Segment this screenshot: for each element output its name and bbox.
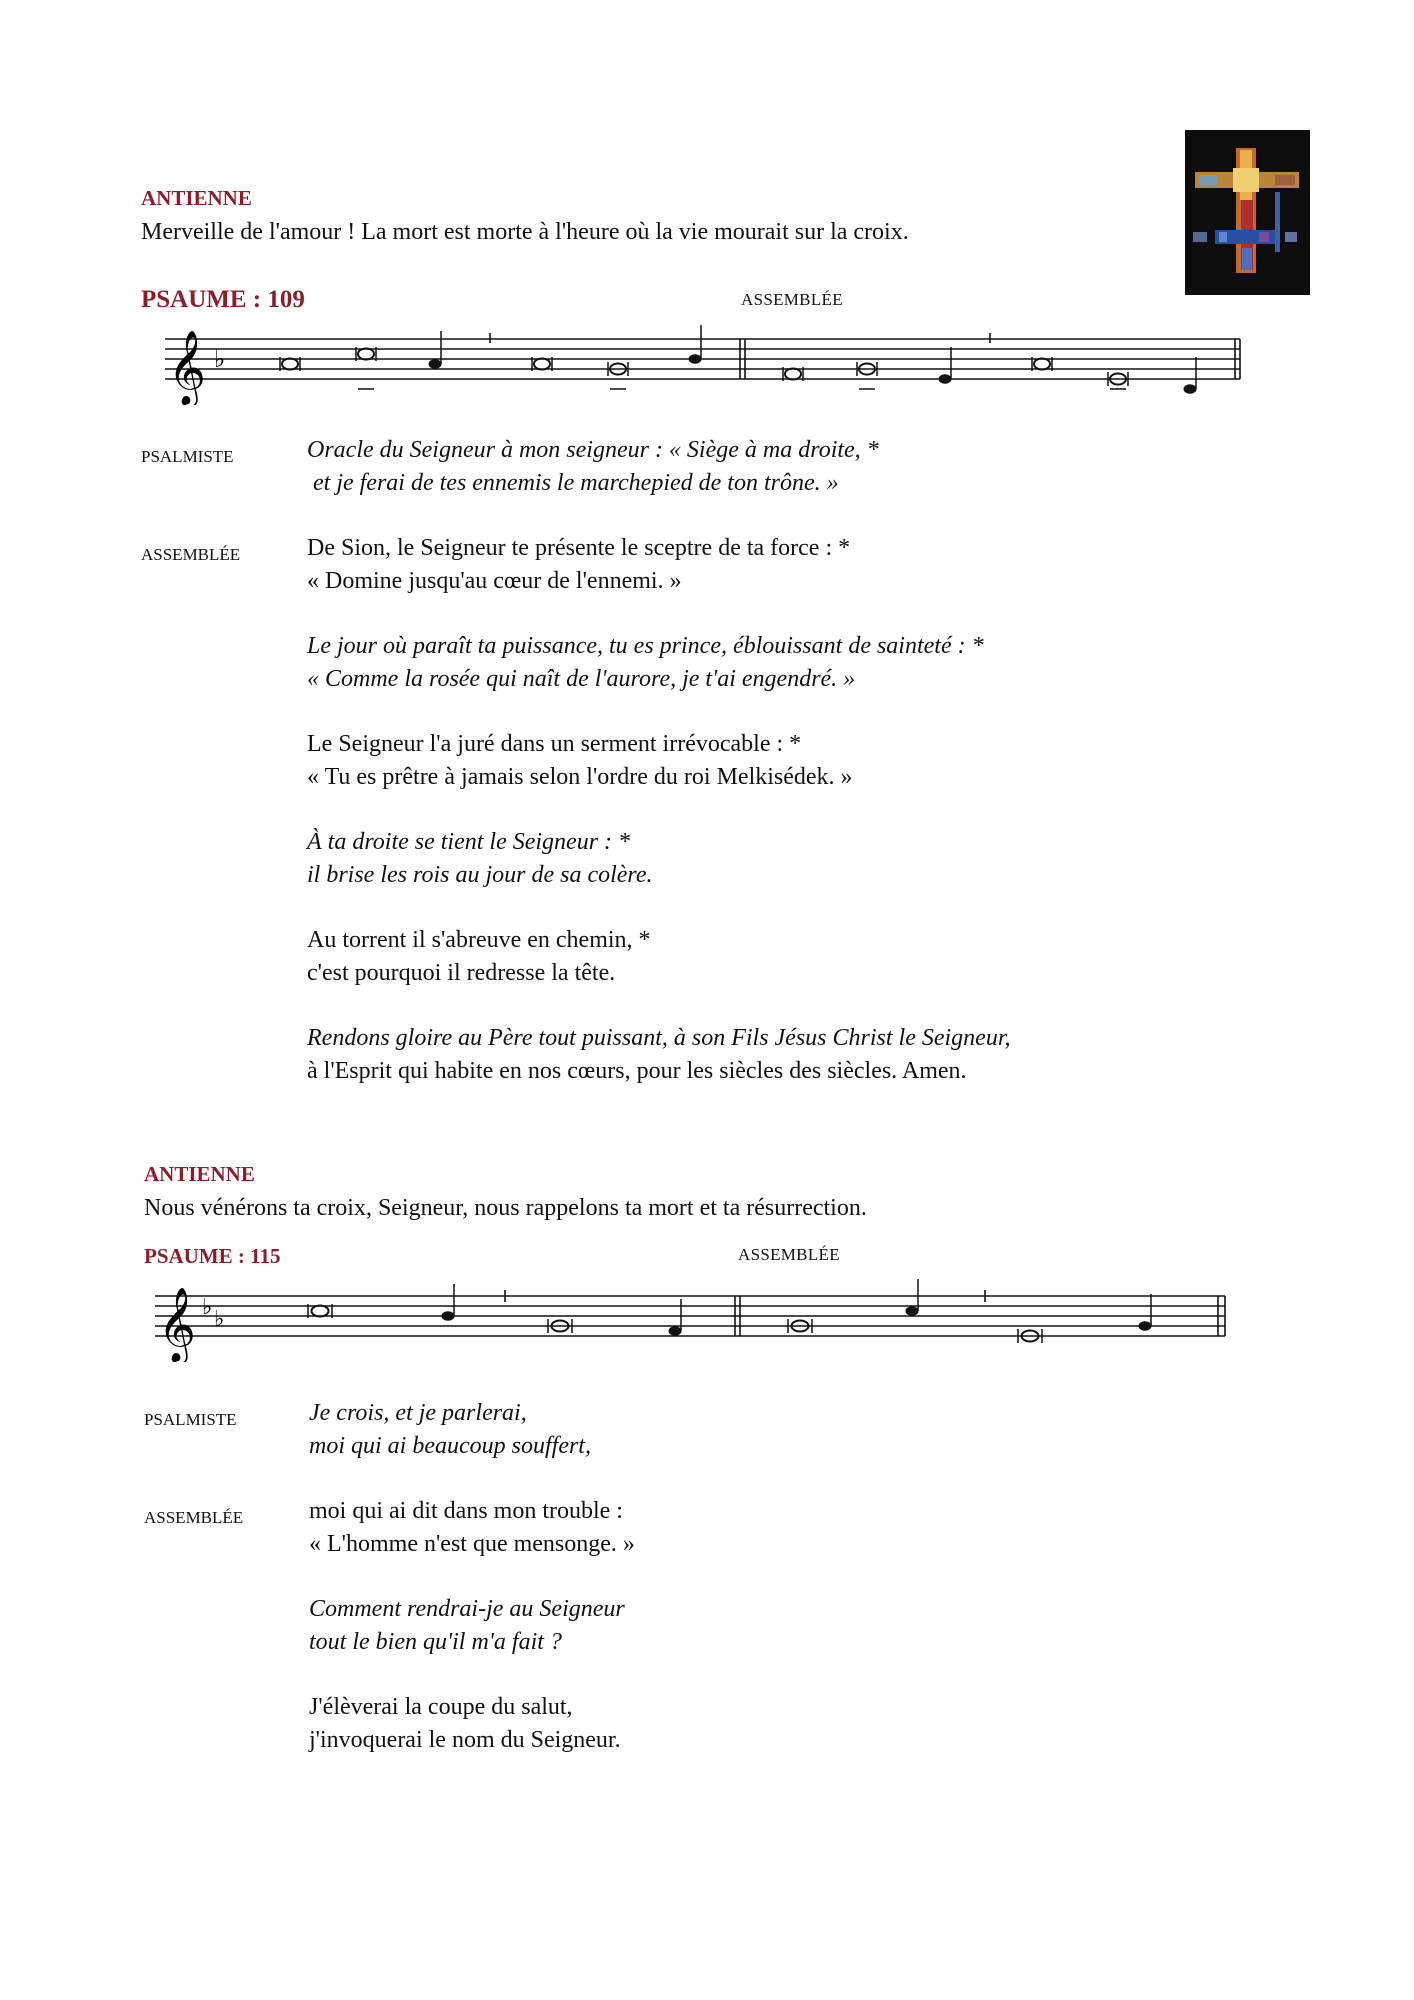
verse-line: j'invoquerai le nom du Seigneur. — [309, 1727, 621, 1753]
verse-line: À ta droite se tient le Seigneur : * — [307, 829, 631, 855]
verse-line: tout le bien qu'il m'a fait ? — [309, 1629, 562, 1655]
verse-line: et je ferai de tes ennemis le marchepied de ton trône. » — [313, 470, 839, 496]
verse-line: Comment rendrai-je au Seigneur — [309, 1596, 625, 1622]
verse-line: « Comme la rosée qui naît de l'aurore, je t'ai engendré. » — [307, 666, 856, 692]
verse-line: Rendons gloire au Père tout puissant, à son Fils Jésus Christ le Seigneur, — [307, 1025, 1011, 1051]
stanza — [309, 1691, 621, 1757]
treble-clef-icon: 𝄞 — [158, 1288, 196, 1362]
antienne-text: Merveille de l'amour ! La mort est morte à l'heure où la vie mourait sur la croix. — [141, 219, 909, 245]
verse-line: il brise les rois au jour de sa colère. — [307, 862, 653, 888]
stanza — [309, 1397, 591, 1463]
cross-image — [1185, 130, 1310, 295]
stanza — [307, 630, 984, 696]
antienne-label: ANTIENNE — [141, 186, 252, 210]
stanza — [307, 728, 853, 794]
stanza — [307, 826, 653, 892]
verse-line: Le jour où paraît ta puissance, tu es prince, éblouissant de sainteté : * — [307, 633, 984, 659]
verse-line: J'élèverai la coupe du salut, — [309, 1694, 573, 1720]
verse-line: à l'Esprit qui habite en nos cœurs, pour les siècles des siècles. Amen. — [307, 1058, 967, 1084]
verse-line: Oracle du Seigneur à mon seigneur : « Siège à ma droite, * — [307, 437, 879, 463]
verse-line: Au torrent il s'abreuve en chemin, * — [307, 927, 651, 953]
verse-line: moi qui ai beaucoup souffert, — [309, 1433, 591, 1459]
verse-line: moi qui ai dit dans mon trouble : — [309, 1498, 623, 1524]
verse-line: c'est pourquoi il redresse la tête. — [307, 960, 616, 986]
role-psalmiste: PSALMISTE — [141, 447, 234, 466]
role-assemblee: ASSEMBLÉE — [144, 1508, 244, 1527]
role-assemblee: ASSEMBLÉE — [141, 545, 241, 564]
antienne-label: ANTIENNE — [144, 1162, 255, 1186]
antienne-text: Nous vénérons ta croix, Seigneur, nous rappelons ta mort et ta résurrection. — [144, 1195, 867, 1221]
flat-icon: ♭ — [214, 345, 226, 373]
verse-line: Le Seigneur l'a juré dans un serment irrévocable : * — [307, 731, 802, 757]
cross-icon — [1185, 130, 1310, 295]
stanza — [307, 924, 651, 990]
stanza — [309, 1495, 635, 1561]
verse-line: « Domine jusqu'au cœur de l'ennemi. » — [307, 568, 682, 594]
assemblee-label: ASSEMBLÉE — [738, 1245, 840, 1264]
treble-clef-icon: 𝄞 — [168, 331, 206, 405]
music-staff — [150, 315, 1250, 405]
flat-icon: ♭ — [214, 1307, 225, 1332]
psaume-title: PSAUME : 115 — [144, 1244, 281, 1268]
music-staff — [150, 1272, 1250, 1362]
stanza — [307, 532, 850, 598]
doxology — [307, 1022, 1011, 1088]
stanza — [307, 434, 879, 500]
psaume-title: PSAUME : 109 — [141, 286, 305, 313]
verse-line: De Sion, le Seigneur te présente le sceptre de ta force : * — [307, 535, 851, 561]
stanza — [309, 1593, 625, 1659]
assemblee-label: ASSEMBLÉE — [741, 290, 843, 309]
verse-line: Je crois, et je parlerai, — [309, 1400, 527, 1426]
flat-icon: ♭ — [202, 1295, 213, 1320]
verse-line: « L'homme n'est que mensonge. » — [309, 1531, 635, 1557]
verse-line: « Tu es prêtre à jamais selon l'ordre du roi Melkisédek. » — [307, 764, 853, 790]
role-psalmiste: PSALMISTE — [144, 1410, 237, 1429]
